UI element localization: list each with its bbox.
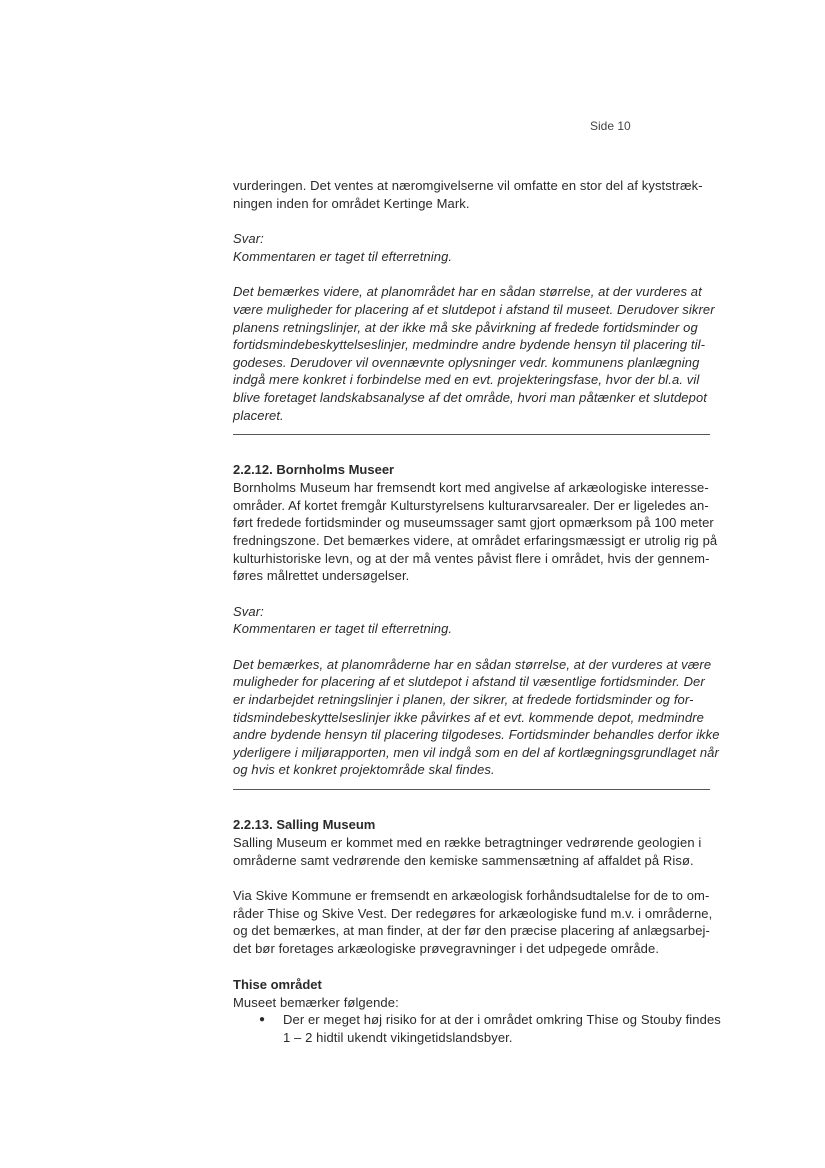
section-paragraph: [233, 887, 718, 957]
text-line: det bør foretages arkæologiske prøvegravninger i det udpegede område.: [233, 941, 660, 956]
section-paragraph: [233, 834, 718, 869]
text-line: Det bemærkes videre, at planområdet har en sådan størrelse, at der vurderes at: [233, 284, 702, 300]
text-line: 1 – 2 hidtil ukendt vikingetidslandsbyer.: [283, 1029, 513, 1045]
text-line: være muligheder for placering af et slutdepot i afstand til museet. Derudover sikrer: [233, 301, 715, 317]
text-line: områder. Af kortet fremgår Kulturstyrelsens kulturarvsarealer. Der er ligeledes an-: [233, 497, 709, 513]
text-line: yderligere i miljørapporten, men vil indgå som en del af kortlægningsgrundlaget når: [233, 744, 719, 760]
text-line: andre bydende hensyn til placering tilgodeses. Fortidsminder behandles derfor ikke: [233, 727, 720, 743]
section-heading: 2.2.13. Salling Museum: [233, 817, 376, 833]
text-line: Salling Museum er kommet med en række betragtninger vedrørende geologien i: [233, 835, 702, 851]
text-line: råder Thise og Skive Vest. Der redegøres for arkæologiske fund m.v. i områderne,: [233, 905, 713, 921]
section-paragraph: [233, 479, 718, 585]
section-heading: 2.2.12. Bornholms Museer: [233, 462, 395, 478]
text-line: Der er meget høj risiko for at der i området omkring Thise og Stouby findes: [283, 1012, 721, 1028]
text-line: muligheder for placering af et slutdepot i afstand til væsentlige fortidsminder. Der: [233, 674, 705, 690]
text-line: vurderingen. Det ventes at næromgivelserne vil omfatte en stor del af kyststræk-: [233, 178, 703, 193]
answer-label: Svar:: [233, 231, 264, 247]
text-line: Bornholms Museum har fremsendt kort med angivelse af arkæologiske interesse-: [233, 480, 709, 496]
answer-block: [233, 603, 718, 638]
text-line: områderne samt vedrørende den kemiske sammensætning af affaldet på Risø.: [233, 852, 694, 868]
text-line: ført fredede fortidsminder og museumssager samt gjort opmærksom på 100 meter: [233, 515, 714, 531]
text-line: planens retningslinjer, at der ikke må ske påvirkning af fredede fortidsminder og: [233, 319, 698, 335]
text-line: kulturhistoriske levn, og at der må ventes påvist flere i området, hvis der gennem-: [233, 550, 710, 566]
intro-paragraph: [233, 177, 718, 212]
subsection-heading: Thise området: [233, 976, 322, 992]
document-body: [233, 177, 721, 1046]
text-line: tidsmindebeskyttelseslinjer ikke påvirkes af et evt. kommende depot, medmindre: [233, 709, 704, 725]
text-line: Via Skive Kommune er fremsendt en arkæologisk forhåndsudtalelse for de to om-: [233, 888, 710, 904]
page-number: Side 10: [590, 119, 631, 133]
answer-block: [233, 230, 718, 265]
answer-label: Svar:: [233, 603, 264, 619]
text-line: placeret.: [233, 407, 284, 423]
text-line: føres målrettet undersøgelser.: [233, 568, 410, 584]
text-line: ningen inden for området Kertinge Mark.: [233, 195, 470, 211]
list-item: [233, 1011, 721, 1046]
text-line: indgå mere konkret i forbindelse med en evt. projekteringsfase, hvor der bl.a. vil: [233, 372, 700, 388]
text-line: er indarbejdet retningslinjer i planen, der sikrer, at fredede fortidsminder og for-: [233, 692, 694, 708]
bullet-icon: ●: [259, 1014, 266, 1026]
subsection-intro: Museet bemærker følgende:: [233, 994, 399, 1010]
text-line: godeses. Derudover vil ovennævnte oplysninger vedr. kommunens planlægning: [233, 354, 700, 370]
text-line: fortidsmindebeskyttelseslinjer, medmindre andre bydende hensyn til placering til-: [233, 337, 706, 353]
answer-detail-paragraph: [233, 656, 718, 779]
answer-detail-paragraph: [233, 283, 718, 424]
text-line: Det bemærkes, at planområderne har en sådan størrelse, at der vurderes at være: [233, 656, 712, 672]
answer-text: Kommentaren er taget til efterretning.: [233, 248, 453, 264]
text-line: blive foretaget landskabsanalyse af det område, hvori man påtænker et slutdepot: [233, 389, 708, 405]
text-line: fredningszone. Det bemærkes videre, at området erfaringsmæssigt er utrolig rig på: [233, 532, 718, 548]
text-line: og hvis et konkret projektområde skal findes.: [233, 762, 495, 778]
answer-text: Kommentaren er taget til efterretning.: [233, 621, 453, 637]
text-line: og det bemærkes, at man finder, at der før den præcise placering af anlægsarbej-: [233, 923, 710, 939]
